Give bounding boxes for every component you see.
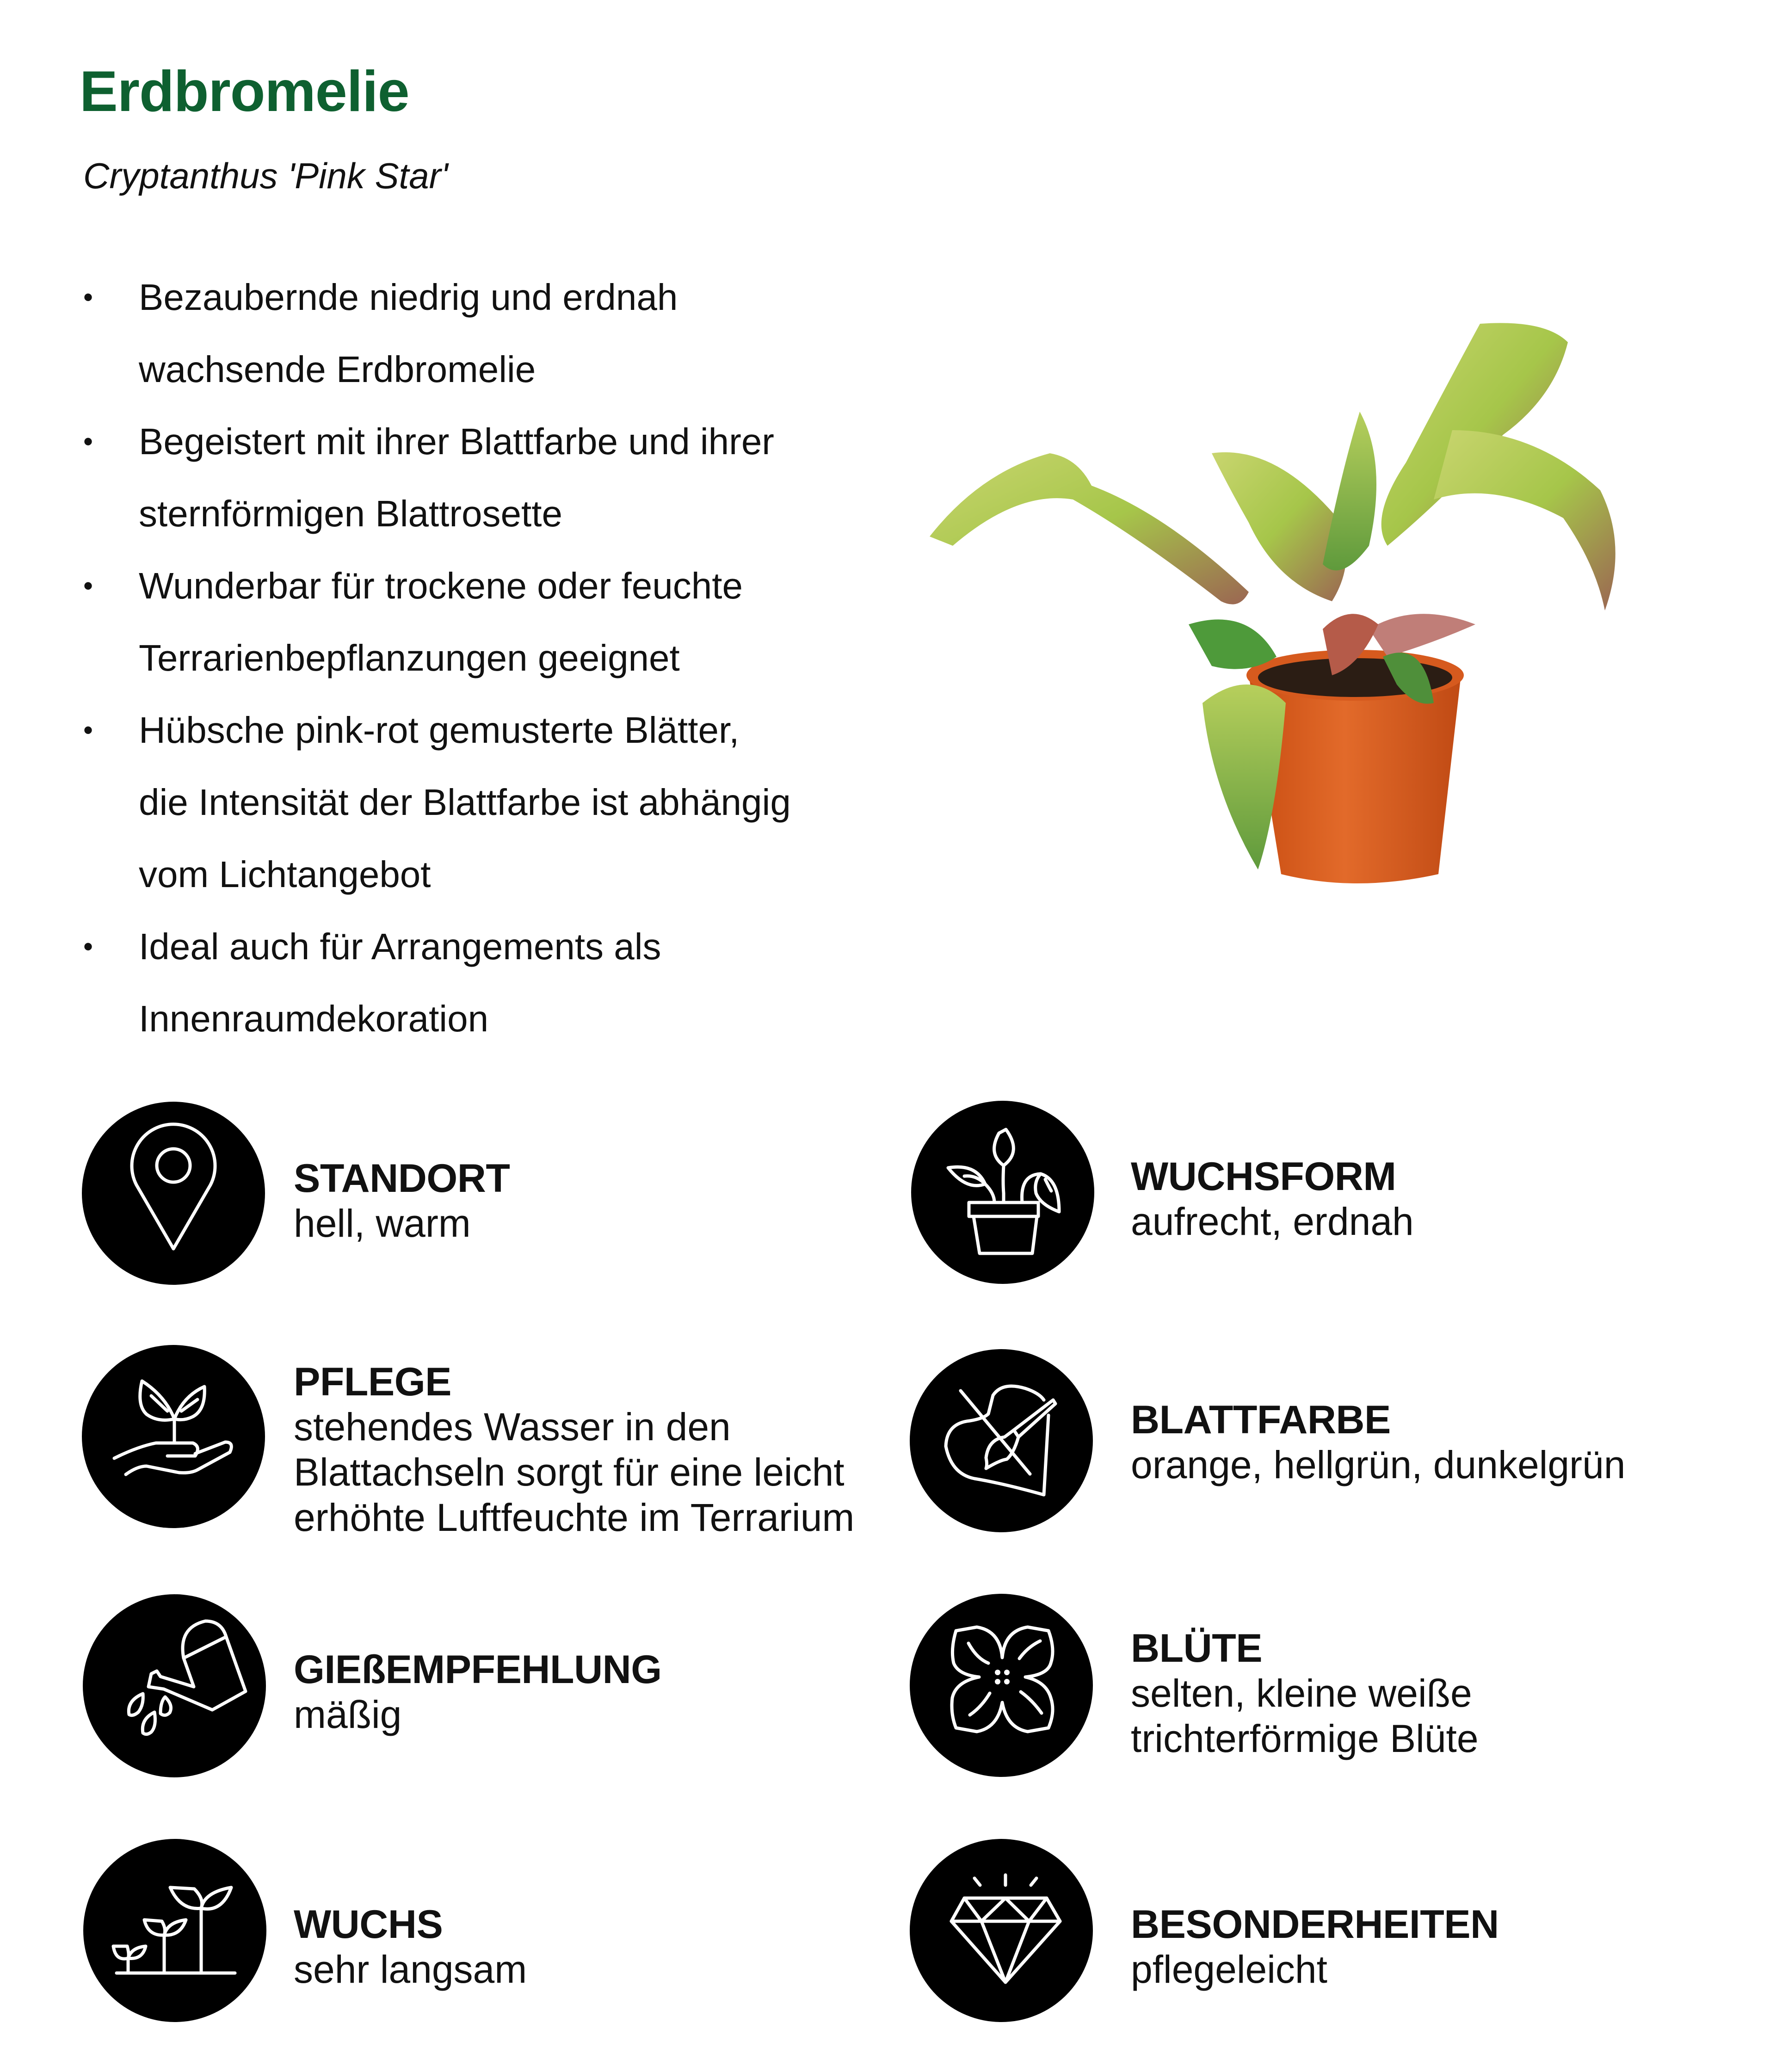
leaf-paintbrush-icon (910, 1349, 1093, 1532)
flower-center-icon (910, 1594, 1093, 1777)
bullet-line: Innenraumdekoration (139, 998, 489, 1039)
bullet-item (0, 261, 879, 406)
feature-bullet-list (0, 261, 879, 1055)
feature-label: WUCHS (294, 1902, 443, 1947)
bullet-item (0, 694, 879, 911)
feature-value (1131, 1671, 1479, 1761)
feature-label: BLATTFARBE (1131, 1398, 1391, 1442)
feature-value-line: orange, hellgrün, dunkelgrün (1131, 1443, 1626, 1486)
feature-value (294, 1947, 527, 1992)
feature-value-line: trichterförmige Blüte (1131, 1717, 1479, 1760)
bullet-line: wachsende Erdbromelie (139, 349, 536, 390)
product-image (925, 305, 1753, 902)
bullet-line: sternförmigen Blattrosette (139, 493, 562, 534)
bullet-dot: • (83, 570, 93, 601)
potted-bromeliad-illustration (925, 305, 1753, 902)
feature-label: PFLEGE (294, 1360, 452, 1404)
bullet-line: Begeistert mit ihrer Blattfarbe und ihrer (139, 421, 774, 462)
feature-label: BLÜTE (1131, 1626, 1263, 1671)
feature-value (1131, 1442, 1625, 1487)
bullet-line: Hübsche pink-rot gemusterte Blätter, (139, 709, 740, 751)
feature-value-line: hell, warm (294, 1202, 471, 1245)
page-title: Erdbromelie (80, 60, 409, 123)
bullet-dot: • (83, 282, 93, 313)
growth-sprouts-icon (83, 1839, 266, 2022)
feature-value (294, 1404, 854, 1540)
bullet-item (0, 406, 879, 550)
blossom-badge (910, 1594, 1093, 1777)
bullet-line: die Intensität der Blattfarbe ist abhängig (139, 782, 791, 823)
bullet-dot: • (83, 931, 93, 962)
bullet-item (0, 550, 879, 694)
feature-label: GIEßEMPFEHLUNG (294, 1647, 662, 1692)
potted-plant-icon (911, 1101, 1094, 1284)
growth-form-badge (911, 1101, 1094, 1284)
feature-value-line: pflegeleicht (1131, 1948, 1327, 1991)
location-pin-badge (82, 1102, 265, 1285)
feature-value (1131, 1947, 1499, 1992)
bullet-dot: • (83, 426, 93, 457)
feature-value-line: sehr langsam (294, 1948, 527, 1991)
feature-value-line: mäßig (294, 1693, 402, 1736)
special-badge (910, 1839, 1093, 2022)
leaf-color-badge (910, 1349, 1093, 1532)
feature-value (1131, 1199, 1414, 1244)
bullet-item (0, 911, 879, 1055)
diamond-icon (910, 1839, 1093, 2022)
feature-value (294, 1201, 510, 1246)
bullet-dot: • (83, 715, 93, 746)
feature-value-line: Blattachseln sorgt für eine leicht (294, 1450, 845, 1494)
feature-value-line: stehendes Wasser in den (294, 1405, 731, 1449)
watering-badge (83, 1594, 266, 1777)
botanical-name: Cryptanthus 'Pink Star' (83, 155, 448, 196)
feature-value-line: selten, kleine weiße (1131, 1671, 1472, 1715)
feature-value-line: aufrecht, erdnah (1131, 1200, 1414, 1243)
watering-can-icon (83, 1594, 266, 1777)
bullet-line: Terrarienbepflanzungen geeignet (139, 637, 680, 678)
feature-label: WUCHSFORM (1131, 1154, 1396, 1199)
map-pin-icon (82, 1102, 265, 1285)
feature-value (294, 1692, 662, 1737)
feature-label: BESONDERHEITEN (1131, 1902, 1499, 1947)
care-badge (82, 1345, 265, 1528)
growth-badge (83, 1839, 266, 2022)
feature-value-line: erhöhte Luftfeuchte im Terrarium (294, 1496, 855, 1539)
hand-seedling-icon (82, 1345, 265, 1528)
bullet-line: Ideal auch für Arrangements als (139, 926, 661, 967)
bullet-line: vom Lichtangebot (139, 854, 431, 895)
bullet-line: Bezaubernde niedrig und erdnah (139, 277, 678, 318)
bullet-line: Wunderbar für trockene oder feuchte (139, 565, 743, 606)
feature-label: STANDORT (294, 1156, 510, 1201)
